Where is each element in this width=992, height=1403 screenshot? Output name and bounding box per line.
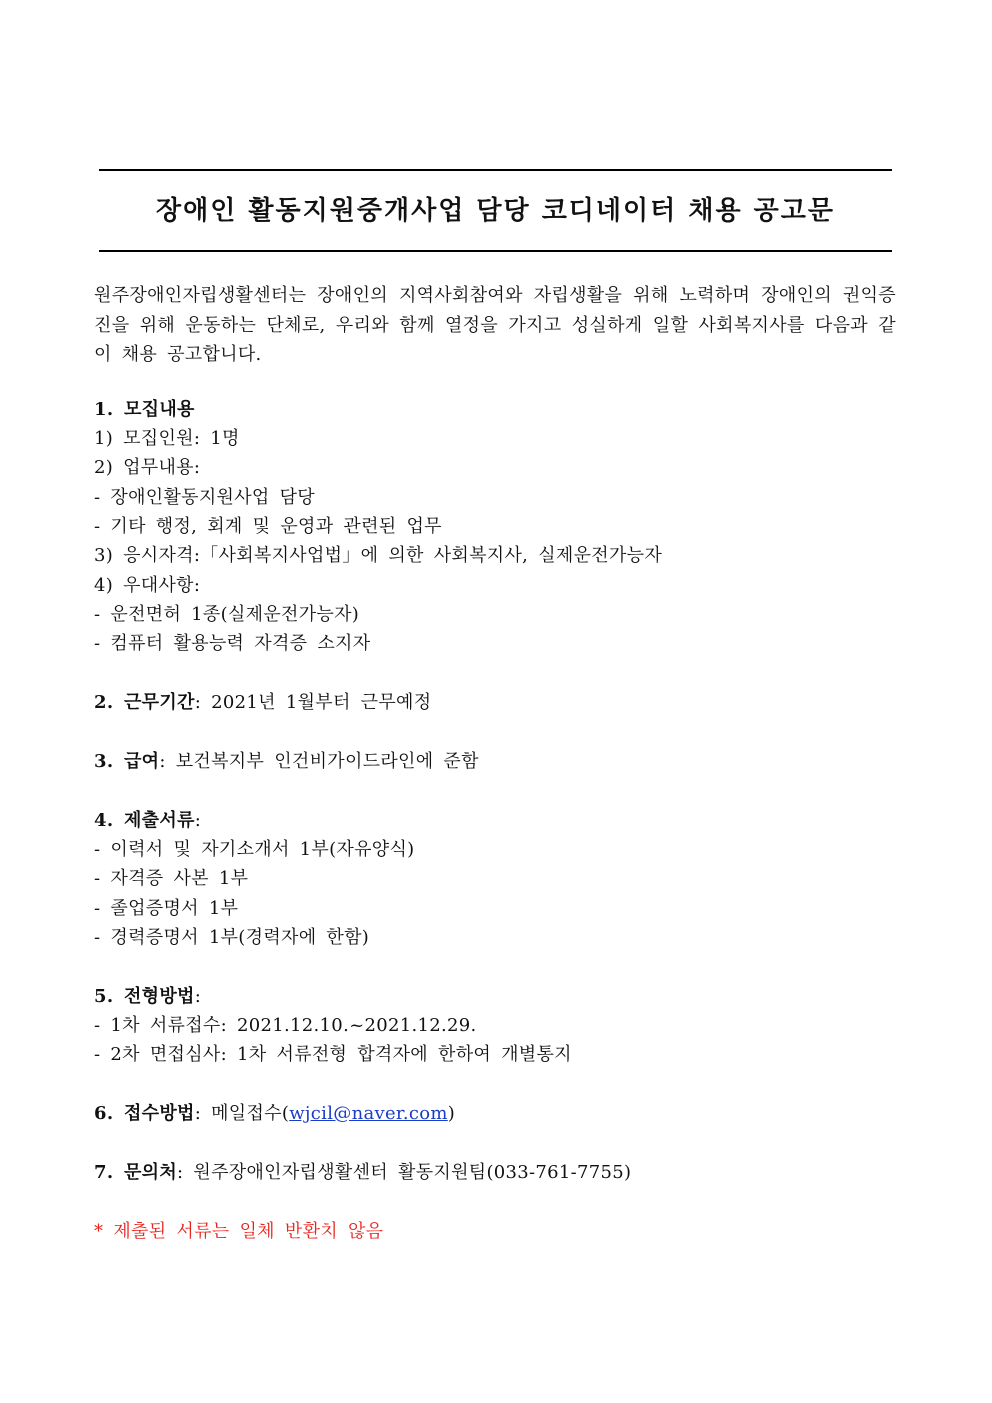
section-7-heading: 7. 문의처 [94,1162,178,1183]
section-2-line [94,691,431,715]
section-5-line: 5. 전형방법: [94,986,202,1007]
duty-item: - 장애인활동지원사업 담당 [94,487,315,508]
document-item: - 경력증명서 1부(경력자에 한함) [94,927,370,948]
section-4-heading: 4. 제출서류 [94,810,195,831]
section-7-line [94,1161,631,1185]
preferred-item: - 운전면허 1종(실제운전가능자) [94,604,360,625]
preferred-label: 4) 우대사항: [94,575,201,596]
document-item: - 이력서 및 자기소개서 1부(자유양식) [94,839,415,860]
section-5-heading: 5. 전형방법 [94,986,195,1007]
document-item: - 자격증 사본 1부 [94,868,249,889]
section-4-line: 4. 제출서류: [94,810,202,831]
selection-step: - 2차 면접심사: 1차 서류전형 합격자에 한하여 개별통지 [94,1044,572,1065]
section-3-line [94,750,479,774]
selection-step: - 1차 서류접수: 2021.12.10.~2021.12.29. [94,1015,477,1036]
section-2-heading: 2. 근무기간 [94,692,195,713]
section-6-heading: 6. 접수방법 [94,1103,195,1124]
return-notice: * 제출된 서류는 일체 반환치 않음 [94,1221,384,1242]
email-link[interactable]: wjcil@naver.com [289,1103,448,1124]
work-period-value: : 2021년 1월부터 근무예정 [194,692,432,713]
section-3-heading: 3. 급여 [94,751,160,772]
section-1-heading: 1. 모집내용 [94,399,195,420]
document-item: - 졸업증명서 1부 [94,898,239,919]
qualification-line: 3) 응시자격:「사회복지사업법」에 의한 사회복지사, 실제운전가능자 [94,545,663,566]
salary-value: : 보건복지부 인건비가이드라인에 준함 [159,751,479,772]
section-6-line: 6. 접수방법: 메일접수(wjcil@naver.com) [94,1103,456,1124]
title-bottom-rule [99,250,892,252]
document-title: 장애인 활동지원중개사업 담당 코디네이터 채용 공고문 [156,196,835,226]
title-top-rule [99,169,892,171]
contact-value: : 원주장애인자립생활센터 활동지원팀(033-761-7755) [177,1162,632,1183]
preferred-item: - 컴퓨터 활용능력 자격증 소지자 [94,633,371,654]
recruit-count: 1) 모집인원: 1명 [94,428,240,449]
duty-item: - 기타 행정, 회계 및 운영과 관련된 업무 [94,516,442,537]
duties-label: 2) 업무내용: [94,457,201,478]
intro-paragraph: 원주장애인자립생활센터는 장애인의 지역사회참여와 자립생활을 위해 노력하며 장애인의 권익증진을 위해 운동하는 단체로, 우리와 함께 열정을 가지고 성실하게 일할 사회복지사를 다음과 같이 채용 공고합니다. [94,285,896,365]
